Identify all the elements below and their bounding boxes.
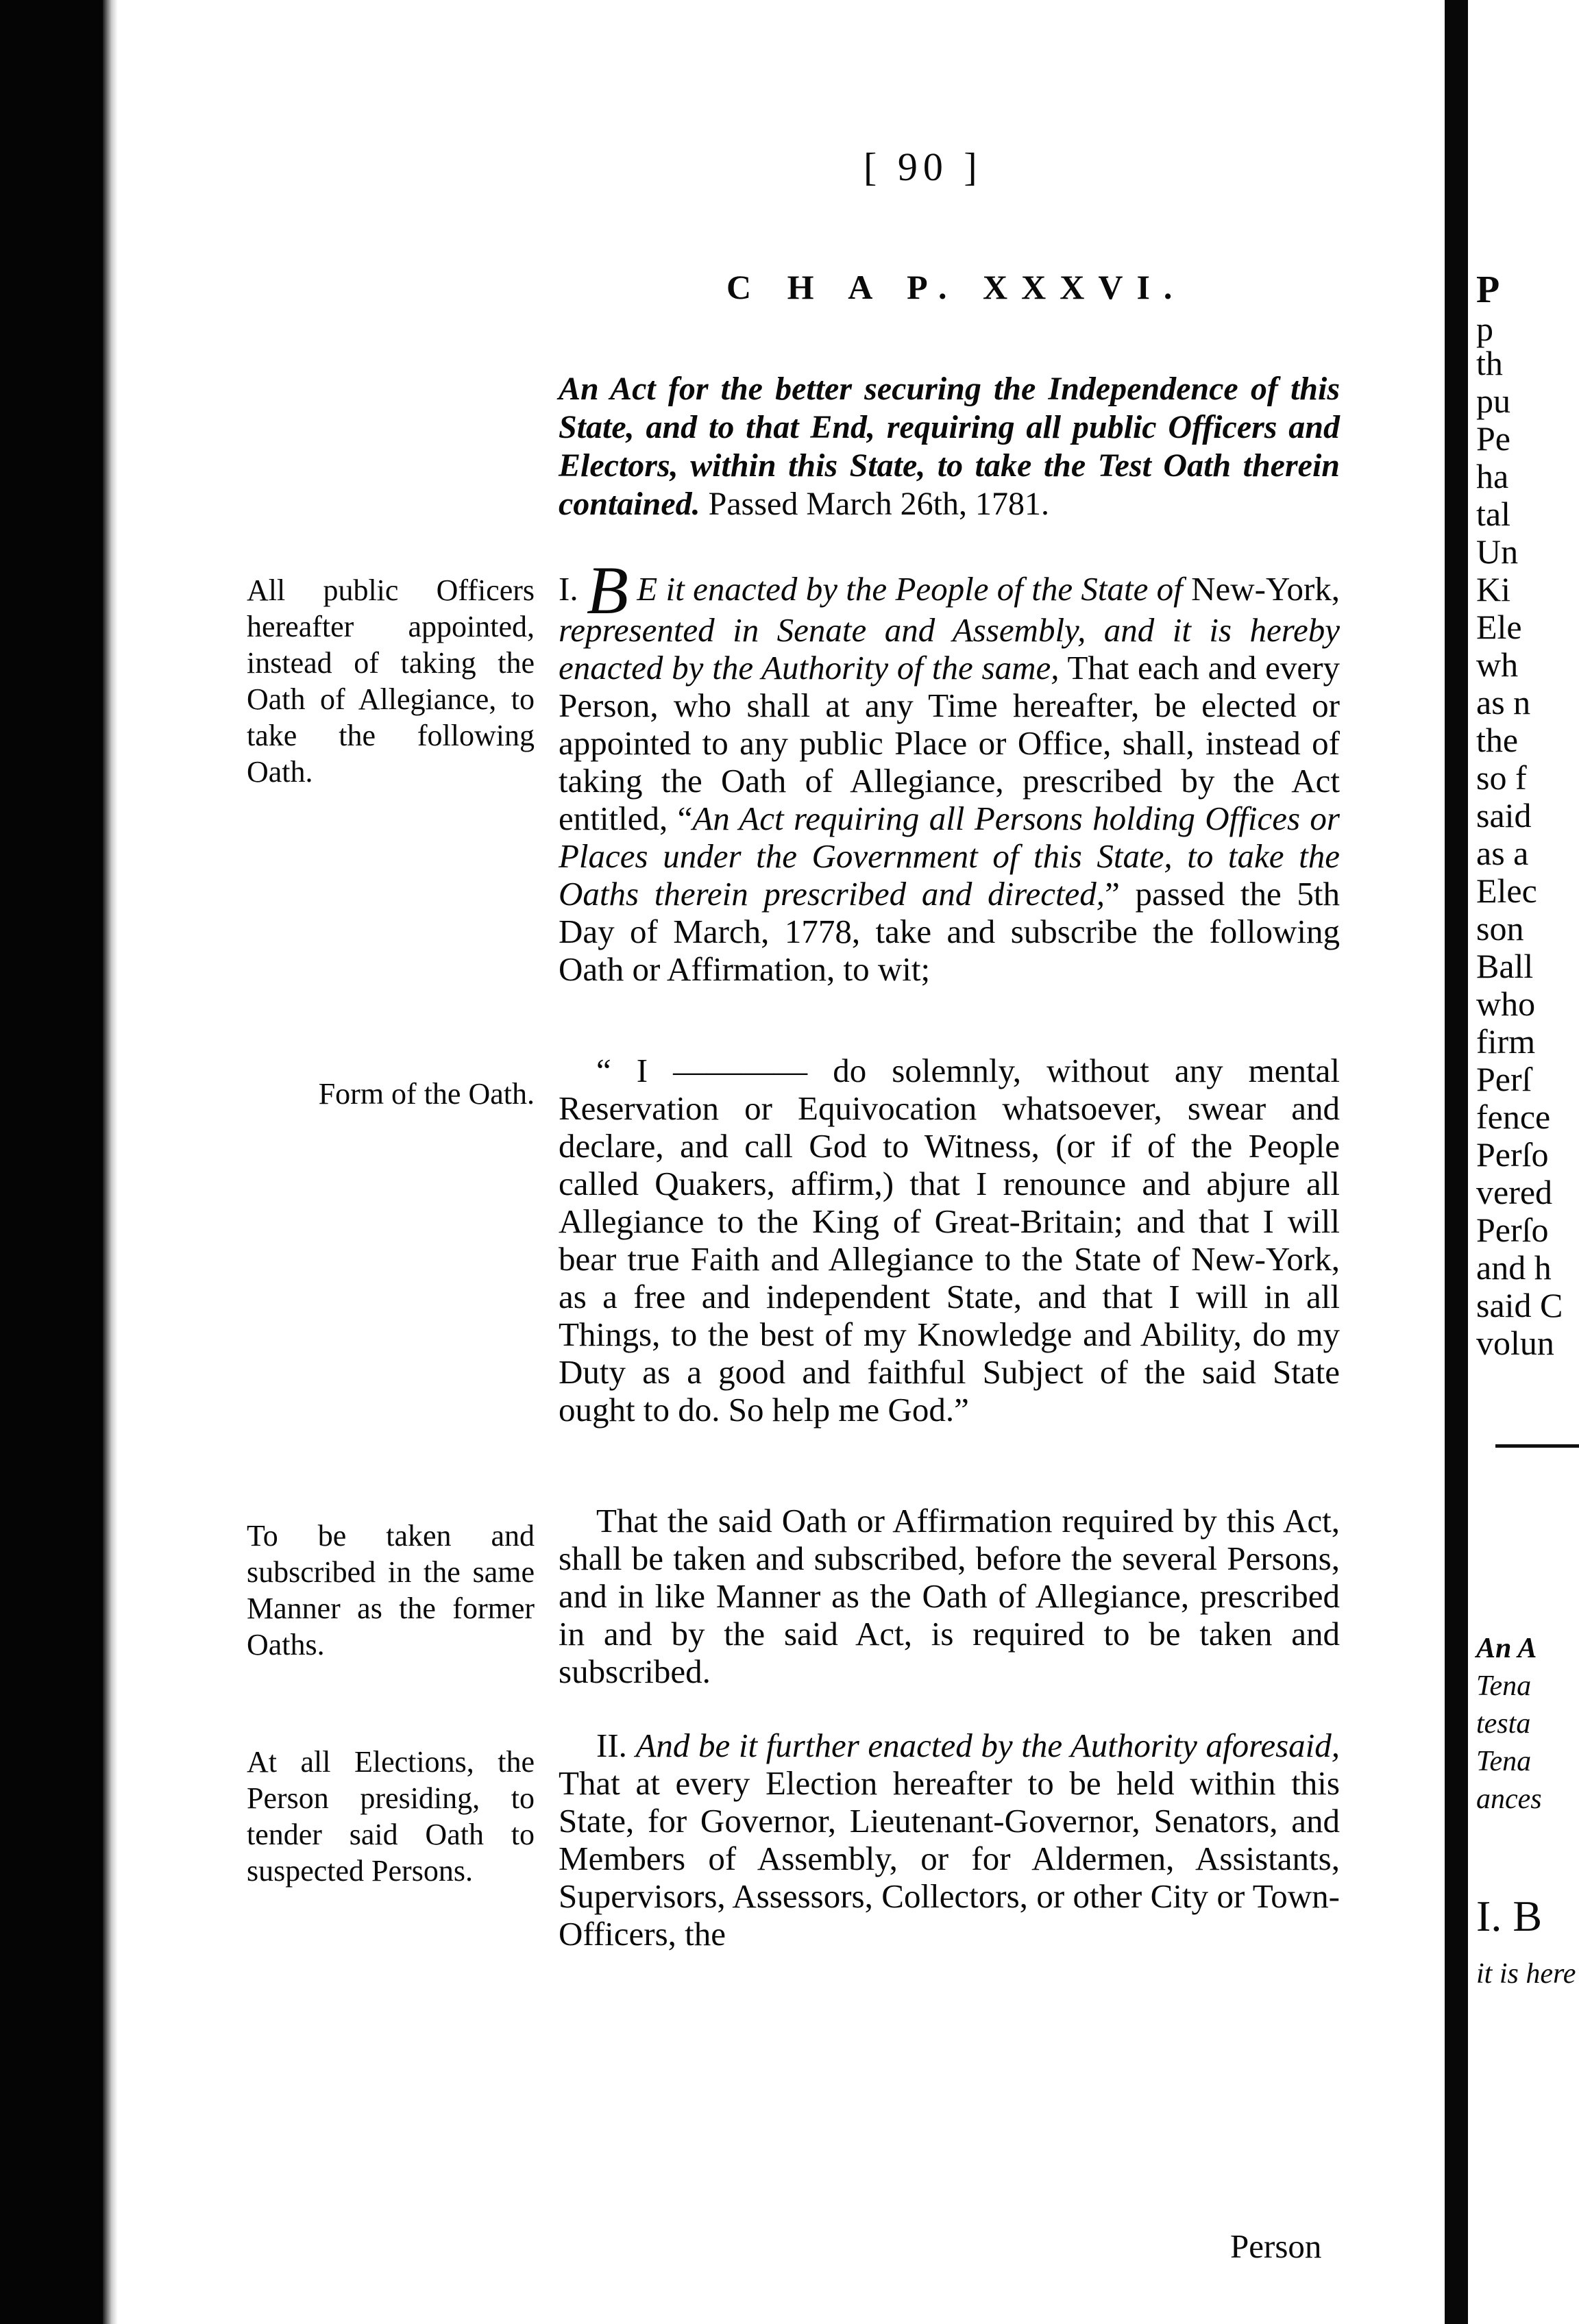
section-1-enacting-clause: E it enacted by the People of the State of (637, 570, 1183, 608)
page-inner-edge (103, 0, 118, 2324)
facing-line: vered (1476, 1173, 1553, 1211)
oath-text: “ I ———— do solemnly, without any mental Reservation or Equivocation whatsoever, swear and declare, and call God to Witness, (or if of the People called Quakers, affirm,) that I renounce and abjure all Allegiance to the King of Great-Britain; and that I will bear true Faith and Allegiance to the State of New-York, as a free and independent State, and that I will in all Things, to the best of my Knowledge and Ability, do my Duty as a good and faithful Subject of the said State ought to do. So help me God.” (559, 1052, 1340, 1429)
section-1-text: That each and every Person, who shall at any Time hereafter, be elected or appointed to any public Place or Office, shall, instead of taking the Oath of Allegiance, prescribed by the Act entitled, “ (559, 649, 1340, 837)
act-title (559, 370, 1340, 523)
facing-line: and h (1476, 1248, 1552, 1287)
section-1-paragraph (559, 552, 1341, 988)
facing-line: p (1476, 310, 1493, 348)
facing-line: as n (1476, 683, 1531, 721)
act-passed-date: Passed March 26th, 1781. (708, 486, 1049, 522)
facing-italic-tail: it is here (1476, 1958, 1576, 1990)
section-1-new-york: New-York, (1191, 570, 1341, 608)
facing-line: th (1476, 344, 1503, 382)
facing-line: so f (1476, 758, 1527, 797)
facing-section-start: I. B (1476, 1892, 1542, 1940)
facing-line: who (1476, 985, 1536, 1023)
facing-line: Un (1476, 532, 1519, 571)
section-1-numeral: I. (559, 570, 578, 608)
facing-line: Perſ (1476, 1060, 1532, 1098)
facing-line: as a (1476, 834, 1529, 872)
facing-line: Ball (1476, 947, 1534, 985)
act-title-text: An Act for the better securing the Independence of this State, and to that End, requiring all public Officers and Electors, within this State, to take the Test Oath therein contained. (559, 371, 1340, 522)
facing-italic-line: Tena (1476, 1746, 1532, 1777)
administration-paragraph (559, 1502, 1340, 1690)
book-gutter-shadow (1445, 0, 1468, 2324)
facing-italic-line: Tena (1476, 1670, 1532, 1702)
facing-line: said (1476, 796, 1532, 835)
section-2-text: That at every Election hereafter to be held within this State, for Governor, Lieutenant-Governor, Senators, and Members of Assembly, or for Aldermen, Assistants, Supervisors, Assessors, Collectors, or other City or Town-Officers, the (559, 1764, 1340, 1953)
facing-line: Ki (1476, 570, 1510, 608)
page-number: [ 90 ] (864, 145, 983, 189)
facing-line: Elec (1476, 872, 1537, 910)
facing-line: the (1476, 721, 1519, 759)
section-1-enacting-clause-2: represented in Senate and Assembly, and it is hereby enacted by the Authority of the same, (559, 611, 1340, 687)
oath-paragraph (559, 1052, 1340, 1429)
facing-line: said C (1476, 1286, 1563, 1324)
facing-line: son (1476, 909, 1524, 948)
facing-line: ha (1476, 457, 1509, 495)
margin-note-public-officers: All public Officers hereafter appointed, instead of taking the Oath of Allegiance, to take the following Oath. (247, 573, 535, 789)
section-1-dropcap: B (586, 552, 628, 628)
chapter-heading: C H A P. XXXVI. (726, 268, 1186, 306)
facing-italic-line: testa (1476, 1708, 1531, 1740)
facing-line: firm (1476, 1022, 1536, 1061)
administration-text: That the said Oath or Affirmation required by this Act, shall be taken and subscribed, before the several Persons, and in like Manner as the Oath of Allegiance, prescribed in and by the said Act, is required to be taken and subscribed. (559, 1502, 1340, 1690)
section-2-paragraph (559, 1727, 1340, 1953)
book-binding-shadow (0, 0, 103, 2324)
facing-italic-line: ances (1476, 1783, 1542, 1815)
facing-line: fence (1476, 1098, 1551, 1136)
section-1-cited-act: An Act requiring all Persons holding Offices or Places under the Government of this State, to take the Oaths therein prescribed and directed, (559, 800, 1341, 913)
facing-line: Ele (1476, 608, 1522, 646)
facing-line: volun (1476, 1324, 1554, 1362)
facing-line: tal (1476, 495, 1510, 533)
facing-line: Perſo (1476, 1211, 1549, 1249)
facing-line: pu (1476, 382, 1510, 420)
margin-note-to-be-taken: To be taken and subscribed in the same Manner as the former Oaths. (247, 1519, 535, 1661)
facing-page-fragment (1468, 0, 1579, 2324)
section-2-numeral: II. (596, 1727, 627, 1764)
margin-note-elections: At all Elections, the Person presiding, to tender said Oath to suspected Persons. (247, 1745, 535, 1888)
facing-line: P (1476, 269, 1500, 311)
facing-line: Perſo (1476, 1135, 1549, 1174)
facing-line: wh (1476, 645, 1519, 684)
facing-line: Pe (1476, 419, 1510, 458)
margin-note-form-of-oath: Form of the Oath. (318, 1077, 535, 1111)
section-2-enacting-clause: And be it further enacted by the Authority aforesaid, (635, 1727, 1341, 1764)
facing-page-rule (1495, 1444, 1579, 1448)
facing-italic-line: An A (1476, 1633, 1537, 1664)
section-1-text-end: ” passed the 5th Day of March, 1778, take and subscribe the following Oath or Affirmation, to wit; (559, 875, 1341, 988)
catchword: Person (1230, 2227, 1322, 2265)
